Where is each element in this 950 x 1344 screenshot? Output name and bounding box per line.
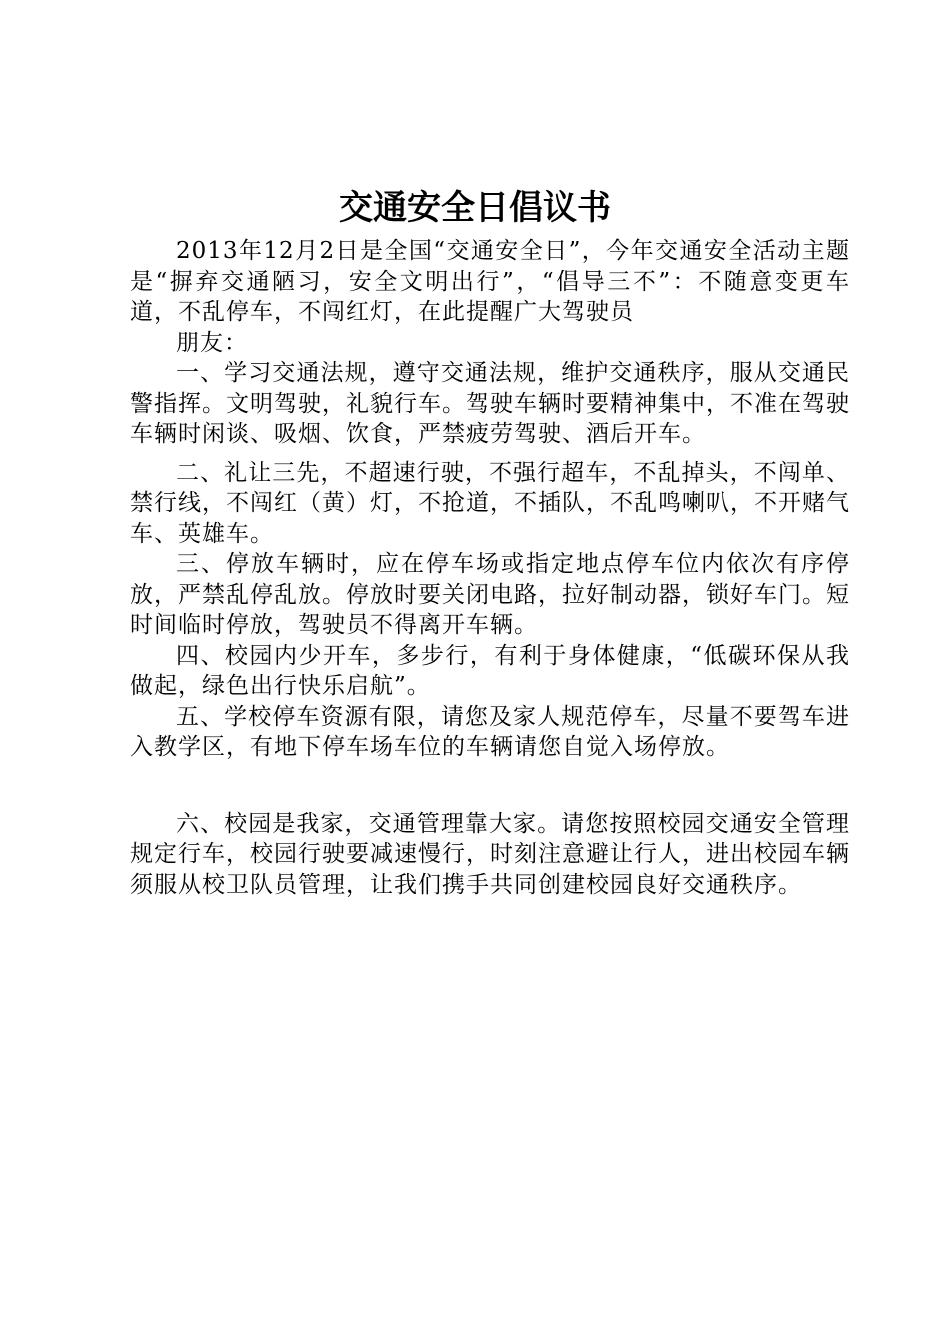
paragraph-item-2: 二、礼让三先，不超速行驶，不强行超车，不乱掉头，不闯单、禁行线，不闯红（黄）灯，不抢道，不插队，不乱鸣喇叭，不开赌气车、英雄车。 — [130, 459, 850, 547]
paragraph-salutation: 朋友： — [176, 329, 248, 356]
document-title: 交通安全日倡议书 — [339, 188, 611, 228]
document-body — [130, 236, 850, 900]
paragraph-item-4: 四、校园内少开车，多步行，有利于身体健康，“低碳环保从我做起，绿色出行快乐启航”。 — [130, 642, 850, 699]
paragraph-item-3: 三、停放车辆时，应在停车场或指定地点停车位内依次有序停放，严禁乱停乱放。停放时要关闭电路，拉好制动器，锁好车门。短时间临时停放，驾驶员不得离开车辆。 — [130, 551, 850, 638]
paragraph-intro: 2013年12月2日是全国“交通安全日”，今年交通安全活动主题是“摒弃交通陋习，安全文明出行”，“倡导三不”：不随意变更车道，不乱停车，不闯红灯，在此提醒广大驾驶员 — [130, 238, 850, 325]
paragraph-item-1: 一、学习交通法规，遵守交通法规，维护交通秩序，服从交通民警指挥。文明驾驶，礼貌行车。驾驶车辆时要精神集中，不准在驾驶车辆时闲谈、吸烟、饮食，严禁疲劳驾驶、酒后开车。 — [130, 360, 850, 447]
paragraph-item-5: 五、学校停车资源有限，请您及家人规范停车，尽量不要驾车进入教学区，有地下停车场车位的车辆请您自觉入场停放。 — [130, 703, 850, 760]
paragraph-item-6: 六、校园是我家，交通管理靠大家。请您按照校园交通安全管理规定行车，校园行驶要减速慢行，时刻注意避让行人，进出校园车辆须服从校卫队员管理，让我们携手共同创建校园良好交通秩序。 — [130, 810, 850, 898]
